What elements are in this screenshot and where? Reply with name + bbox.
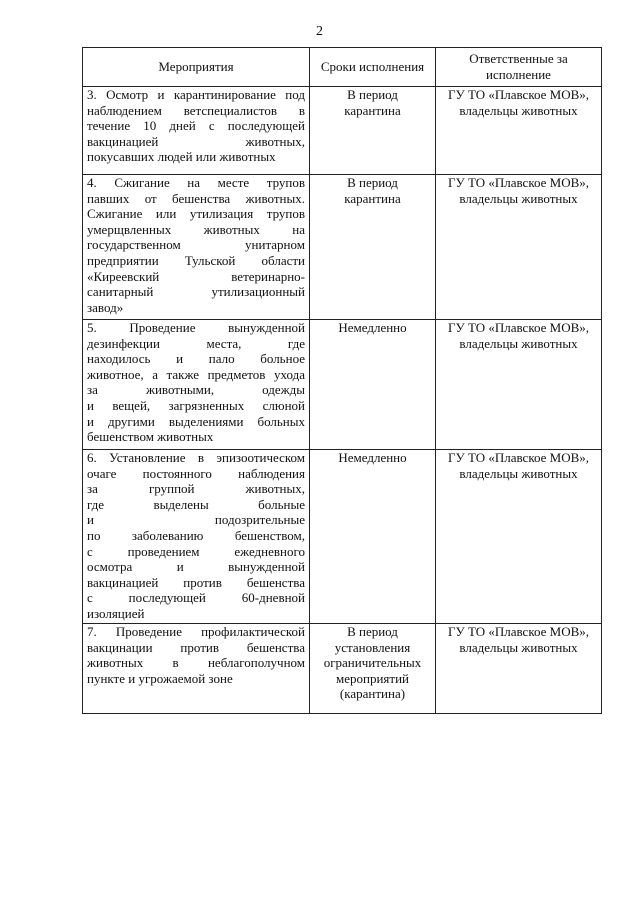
measure-text-line: покусавших людей или животных	[87, 149, 276, 165]
measure-text-line: бешенством животных	[87, 429, 214, 445]
measure-text-line: 6. Установление в эпизоотическом	[87, 450, 305, 465]
measures-table	[82, 47, 602, 714]
measure-text-line: вакцинацией животных,	[87, 133, 305, 149]
measure-text-line: за группой животных,	[87, 481, 305, 497]
measure-text-line: умерщвленных животных на	[87, 221, 305, 237]
measure-text-line: находилось и пало больное	[87, 351, 305, 367]
header-measures: Мероприятия	[83, 48, 310, 87]
measure-text-line: изоляцией	[87, 605, 145, 621]
deadline-cell	[310, 320, 436, 450]
measure-text-line: очаге постоянного наблюдения	[87, 465, 305, 481]
responsible-text-line: ГУ ТО «Плавское МОВ»,	[447, 87, 590, 102]
measure-text-line: завод»	[87, 299, 124, 315]
measure-text-line: животных в неблагополучном	[87, 655, 305, 671]
measure-cell	[83, 624, 310, 714]
measure-cell	[83, 320, 310, 450]
responsible-cell	[436, 175, 602, 320]
measure-text-line: вакцинацией против бешенства	[87, 574, 305, 590]
deadline-cell	[310, 624, 436, 714]
responsible-text-line: владельцы животных	[459, 190, 578, 206]
responsible-text-line: ГУ ТО «Плавское МОВ»,	[447, 175, 590, 190]
measure-text-line: где выделены больные	[87, 496, 305, 512]
table-row	[83, 87, 602, 175]
responsible-cell	[436, 624, 602, 714]
responsible-text-line: ГУ ТО «Плавское МОВ»,	[447, 624, 590, 639]
deadline-text-line: карантина	[344, 190, 401, 206]
measure-text-line: и вещей, загрязненных слюной	[87, 397, 305, 413]
deadline-text-line: установления	[334, 639, 411, 655]
measure-text-line: с проведением ежедневного	[87, 543, 305, 559]
measure-text-line: и другими выделениями больных	[87, 413, 305, 429]
table-header-row	[83, 48, 602, 87]
responsible-cell	[436, 320, 602, 450]
header-responsible: Ответственные за исполнение	[436, 48, 602, 87]
measure-text-line: Сжигание или утилизация трупов	[87, 206, 305, 222]
measure-text-line: предприятии Тульской области	[87, 252, 305, 268]
measure-text-line: дезинфекции места, где	[87, 335, 305, 351]
table-row	[83, 450, 602, 624]
measure-text-line: «Киреевский ветеринарно-	[87, 268, 305, 284]
deadline-text-line: В период	[347, 175, 398, 190]
responsible-text-line: владельцы животных	[459, 639, 578, 655]
measure-text-line: пункте и угрожаемой зоне	[87, 670, 233, 686]
responsible-text-line: владельцы животных	[459, 465, 578, 481]
header-deadlines: Сроки исполнения	[310, 48, 436, 87]
measure-text-line: 5. Проведение вынужденной	[87, 320, 305, 335]
table-body	[83, 87, 602, 714]
measure-text-line: государственном унитарном	[87, 237, 305, 253]
responsible-text-line: владельцы животных	[459, 102, 578, 118]
responsible-cell	[436, 87, 602, 175]
responsible-text-line: ГУ ТО «Плавское МОВ»,	[447, 450, 590, 465]
measure-text-line: животное, а также предметов ухода	[87, 366, 305, 382]
measure-text-line: с последующей 60-дневной	[87, 590, 305, 606]
responsible-cell	[436, 450, 602, 624]
measure-text-line: вакцинации против бешенства	[87, 639, 305, 655]
deadline-text-line: карантина	[344, 102, 401, 118]
measure-text-line: 4. Сжигание на месте трупов	[87, 175, 305, 190]
deadline-text-line: ограничительных	[323, 655, 422, 671]
responsible-text-line: ГУ ТО «Плавское МОВ»,	[447, 320, 590, 335]
table-row	[83, 624, 602, 714]
measure-cell	[83, 87, 310, 175]
measure-cell	[83, 175, 310, 320]
measure-text-line: павших от бешенства животных.	[87, 190, 305, 206]
measure-text-line: за животными, одежды	[87, 382, 305, 398]
measure-text-line: 7. Проведение профилактической	[87, 624, 305, 639]
deadline-text-line: Немедленно	[338, 320, 407, 335]
measure-cell	[83, 450, 310, 624]
measure-text-line: осмотра и вынужденной	[87, 559, 305, 575]
table-row	[83, 175, 602, 320]
deadline-text-line: (карантина)	[339, 686, 406, 702]
deadline-cell	[310, 450, 436, 624]
deadline-text-line: мероприятий	[336, 670, 409, 686]
measure-text-line: санитарный утилизационный	[87, 284, 305, 300]
deadline-cell	[310, 87, 436, 175]
deadline-text-line: В период	[347, 87, 398, 102]
measure-text-line: наблюдением ветспециалистов в	[87, 102, 305, 118]
deadline-cell	[310, 175, 436, 320]
measure-text-line: и подозрительные	[87, 512, 305, 528]
table-row	[83, 320, 602, 450]
deadline-text-line: Немедленно	[338, 450, 407, 465]
measure-text-line: 3. Осмотр и карантинирование под	[87, 87, 305, 102]
measure-text-line: течение 10 дней с последующей	[87, 118, 305, 134]
measure-text-line: по заболеванию бешенством,	[87, 527, 305, 543]
page-number: 2	[316, 24, 323, 39]
responsible-text-line: владельцы животных	[459, 335, 578, 351]
deadline-text-line: В период	[347, 624, 398, 639]
